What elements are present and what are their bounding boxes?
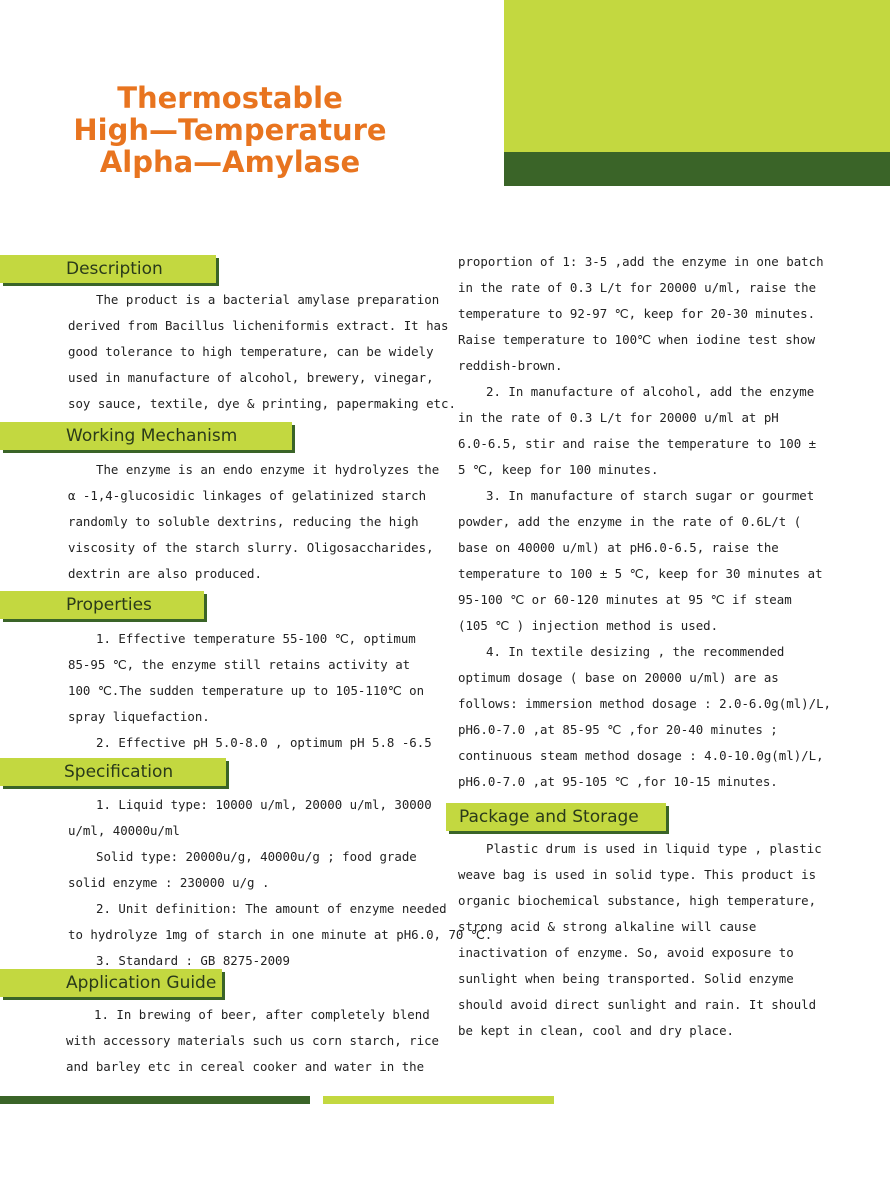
paragraph-line: Solid type: 20000u/g, 40000u/g ; food grade	[96, 849, 417, 864]
paragraph-line: should avoid direct sunlight and rain. It should	[458, 997, 817, 1012]
paragraph-line: organic biochemical substance, high temperature,	[458, 893, 817, 908]
paragraph-line: α -1,4-glucosidic linkages of gelatinized starch	[68, 488, 427, 503]
paragraph-line: 2. In manufacture of alcohol, add the enzyme	[486, 384, 815, 399]
paragraph-line: 6.0-6.5, stir and raise the temperature to 100 ±	[458, 436, 817, 451]
paragraph-line: 2. Unit definition: The amount of enzyme needed	[96, 901, 447, 916]
paragraph-line: The product is a bacterial amylase preparation	[96, 292, 440, 307]
paragraph-line: randomly to soluble dextrins, reducing the high	[68, 514, 419, 529]
paragraph-line: inactivation of enzyme. So, avoid exposure to	[458, 945, 794, 960]
working-mechanism-text	[68, 457, 439, 587]
paragraph-line: pH6.0-7.0 ,at 95-105 ℃ ,for 10-15 minutes.	[458, 774, 778, 789]
paragraph-line: sunlight when being transported. Solid enzyme	[458, 971, 794, 986]
paragraph-line: in the rate of 0.3 L/t for 20000 u/ml, raise the	[458, 280, 817, 295]
paragraph-line: proportion of 1: 3-5 ,add the enzyme in one batch	[458, 254, 824, 269]
paragraph-line: with accessory materials such us corn starch, rice	[66, 1033, 439, 1048]
paragraph-line: Raise temperature to 100℃ when iodine test show	[458, 332, 816, 347]
application-guide-text	[66, 1002, 439, 1080]
section-heading-working-mechanism: Working Mechanism	[0, 422, 292, 450]
paragraph-line: be kept in clean, cool and dry place.	[458, 1023, 735, 1038]
paragraph-line: pH6.0-7.0 ,at 85-95 ℃ ,for 20-40 minutes ;	[458, 722, 778, 737]
paragraph-line: temperature to 100 ± 5 ℃, keep for 30 minutes at	[458, 566, 823, 581]
paragraph-line: viscosity of the starch slurry. Oligosaccharides,	[68, 540, 434, 555]
paragraph-line: strong acid & strong alkaline will cause	[458, 919, 757, 934]
paragraph-line: 100 ℃.The sudden temperature up to 105-110℃ on	[68, 683, 425, 698]
paragraph-line: to hydrolyze 1mg of starch in one minute at pH6.0, 70 ℃.	[68, 927, 493, 942]
paragraph-line: soy sauce, textile, dye & printing, papermaking etc.	[68, 396, 456, 411]
paragraph-line: powder, add the enzyme in the rate of 0.6L/t (	[458, 514, 802, 529]
section-heading-description: Description	[0, 255, 216, 283]
header-dark-green-bar	[504, 152, 890, 186]
paragraph-line: The enzyme is an endo enzyme it hydrolyzes the	[96, 462, 440, 477]
properties-text	[68, 626, 432, 756]
page-title	[60, 82, 400, 178]
paragraph-line: weave bag is used in solid type. This product is	[458, 867, 817, 882]
paragraph-line: 95-100 ℃ or 60-120 minutes at 95 ℃ if steam	[458, 592, 792, 607]
footer-lime-bar	[323, 1096, 554, 1104]
title-line-2: High—Temperature	[73, 113, 387, 147]
section-heading-specification: Specification	[0, 758, 226, 786]
paragraph-line: reddish-brown.	[458, 358, 563, 373]
paragraph-line: 85-95 ℃, the enzyme still retains activity at	[68, 657, 411, 672]
paragraph-line: 1. Effective temperature 55-100 ℃, optimum	[96, 631, 416, 646]
paragraph-line: in the rate of 0.3 L/t for 20000 u/ml at pH	[458, 410, 779, 425]
paragraph-line: used in manufacture of alcohol, brewery, vinegar,	[68, 370, 434, 385]
section-heading-package-storage: Package and Storage	[446, 803, 666, 831]
paragraph-line: solid enzyme : 230000 u/g .	[68, 875, 270, 890]
footer-dark-green-bar	[0, 1096, 310, 1104]
paragraph-line: Plastic drum is used in liquid type , plastic	[486, 841, 822, 856]
paragraph-line: 1. In brewing of beer, after completely blend	[94, 1007, 430, 1022]
title-line-1: Thermostable	[117, 81, 343, 115]
paragraph-line: good tolerance to high temperature, can be widely	[68, 344, 434, 359]
paragraph-line: dextrin are also produced.	[68, 566, 262, 581]
description-text	[68, 287, 456, 417]
paragraph-line: and barley etc in cereal cooker and water in the	[66, 1059, 425, 1074]
paragraph-line: follows: immersion method dosage : 2.0-6.0g(ml)/L,	[458, 696, 831, 711]
paragraph-line: temperature to 92-97 ℃, keep for 20-30 minutes.	[458, 306, 816, 321]
specification-text	[68, 792, 492, 974]
section-heading-application-guide: Application Guide	[0, 969, 222, 997]
paragraph-line: 5 ℃, keep for 100 minutes.	[458, 462, 659, 477]
paragraph-line: spray liquefaction.	[68, 709, 210, 724]
header-lime-block	[504, 0, 890, 152]
paragraph-line: derived from Bacillus licheniformis extract. It has	[68, 318, 449, 333]
application-guide-continued-text	[458, 249, 831, 795]
paragraph-line: base on 40000 u/ml) at pH6.0-6.5, raise the	[458, 540, 779, 555]
paragraph-line: continuous steam method dosage : 4.0-10.0g(ml)/L,	[458, 748, 824, 763]
paragraph-line: 3. Standard : GB 8275-2009	[96, 953, 290, 968]
paragraph-line: u/ml, 40000u/ml	[68, 823, 180, 838]
paragraph-line: 4. In textile desizing , the recommended	[486, 644, 785, 659]
paragraph-line: 3. In manufacture of starch sugar or gourmet	[486, 488, 815, 503]
paragraph-line: (105 ℃ ) injection method is used.	[458, 618, 719, 633]
paragraph-line: 1. Liquid type: 10000 u/ml, 20000 u/ml, 30000	[96, 797, 432, 812]
title-line-3: Alpha—Amylase	[99, 145, 361, 179]
paragraph-line: optimum dosage ( base on 20000 u/ml) are as	[458, 670, 779, 685]
section-heading-properties: Properties	[0, 591, 204, 619]
package-storage-text	[458, 836, 822, 1044]
paragraph-line: 2. Effective pH 5.0-8.0 , optimum pH 5.8 -6.5	[96, 735, 432, 750]
